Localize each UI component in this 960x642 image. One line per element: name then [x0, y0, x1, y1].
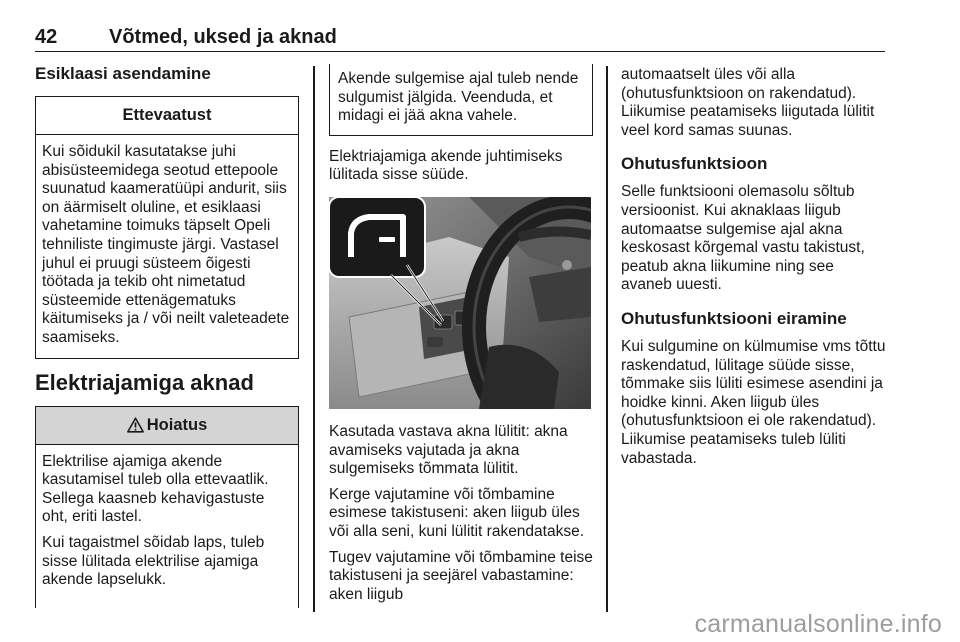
switch-usage-text: Kasutada vastava akna lülitit: akna avamiseks vajutada ja akna sulgemiseks tõmmata lülitit. [329, 422, 568, 478]
warning-box-title [36, 407, 298, 445]
warning-triangle-icon [127, 417, 144, 433]
subtitle-safety-function: Ohutusfunktsioon [621, 154, 768, 174]
caution-box-title: Ettevaatust [36, 97, 298, 135]
column-1 [35, 64, 299, 608]
window-switch-figure [329, 197, 591, 409]
caution-box-body [36, 135, 298, 358]
subtitle-safety-override: Ohutusfunktsiooni eiramine [621, 308, 847, 328]
page-number: 42 [35, 26, 58, 48]
column-divider-2 [606, 66, 608, 612]
warning-text-1: Elektrilise ajamiga akende kasutamisel tuleb olla ettevaatlik. Sellega kaasneb kehavigastuste oht, eriti lastel. [42, 452, 269, 526]
warning-box [35, 406, 299, 608]
window-switch-illustration [329, 197, 591, 409]
warning-cont-text: Akende sulgemise ajal tuleb nende sulgumist jälgida. Veenduda, et midagi ei jää akna vahele. [338, 70, 579, 125]
warning-box-body [36, 445, 298, 608]
window-switch-icon [329, 197, 425, 277]
column-3 [621, 64, 887, 468]
watermark: carmanualsonline.info [694, 610, 942, 638]
warning-box-continued [329, 64, 593, 136]
chapter-title: Võtmed, uksed ja aknad [109, 26, 337, 48]
light-press-text: Kerge vajutamine või tõmbamine esimese takistuseni: aken liigub üles või alla seni, kuni lülitit rakendatakse. [329, 485, 585, 540]
caution-text: Kui sõidukil kasutatakse juhi abisüsteemidega seotud ettepoole suunatud kaameratüüpi andurit, siis on äärmiselt oluline, et esiklaasi vahetamine toimuks täpselt Opeli tehniliste tingimuste järgi. Vastasel juhul ei pruugi süsteem õigesti töötada ja tekib oht nimetatud süsteemide ettenägematuks käitumiseks ja / või neilt valeteadete saamiseks. [42, 143, 290, 346]
safety-function-text: Selle funktsiooni olemasolu sõltub versioonist. Kui aknaklaas liigub automaatse sulgemise ajal akna keskosast kõrgemal vastu takistust, peatub akna liikumine ning see avaneb uuesti. [621, 183, 865, 294]
section-title-windscreen: Esiklaasi asendamine [35, 64, 211, 83]
page-header [35, 16, 885, 52]
auto-cont-text: automaatselt üles või alla (ohutusfunktsioon on rakendatud). Liikumise peatamiseks liigutada lülitit veel kord samas suunas. [621, 66, 875, 139]
caution-box [35, 96, 299, 359]
section-title-power-windows: Elektriajamiga aknad [35, 369, 254, 395]
warning-box-title-text: Hoiatus [146, 415, 208, 434]
warning-text-2: Kui tagaistmel sõidab laps, tuleb sisse lülitada elektrilise ajamiga akende lapselukk. [42, 533, 265, 589]
column-2 [329, 64, 593, 604]
firm-press-text: Tugev vajutamine või tõmbamine teise takistuseni ja seejärel vabastamine: aken liigub [329, 548, 593, 603]
safety-override-text: Kui sulgumine on külmumise vms tõttu raskendatud, lülitage süüde sisse, tõmmake siis lüliti esimese asendini ja hoidke kinni. Aken liigub üles (ohutusfunktsioon ei ole rakendatud). Liikumise peatamiseks tuleb lüliti vabastada. [621, 337, 886, 467]
intro-text: Elektriajamiga akende juhtimiseks lülitada sisse süüde. [329, 147, 563, 184]
column-divider-1 [313, 66, 315, 612]
